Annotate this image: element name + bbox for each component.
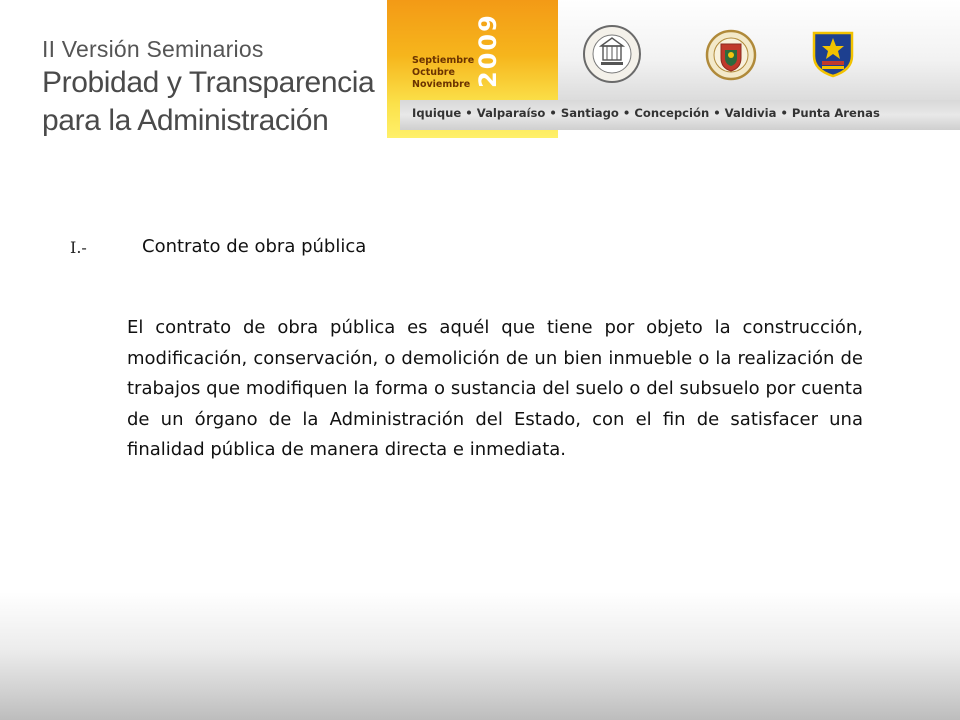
university-shield-icon <box>812 30 854 78</box>
banner-months <box>412 55 474 91</box>
banner-year: 2009 <box>474 13 502 88</box>
body-paragraph: El contrato de obra pública es aquél que tiene por objeto la construcción, modificación, conservación, o demolición de un bien inmueble o la realización de trabajos que modifiquen la forma o sustancia del suelo o del subsuelo por cuenta de un órgano de la Administración del Estado, con el fin de satisfacer una finalidad pública de manera directa e inmediata. <box>127 317 863 460</box>
section-title: Contrato de obra pública <box>142 236 367 257</box>
month-november: Noviembre <box>412 79 471 90</box>
seminar-subtitle: para la Administración <box>42 104 329 137</box>
month-september: Septiembre <box>412 55 475 66</box>
section-number: I.- <box>70 238 87 257</box>
seminar-edition: II Versión Seminarios <box>42 36 264 62</box>
month-october: Octubre <box>412 67 455 78</box>
footer-gradient <box>0 592 960 720</box>
university-seal-icon <box>705 28 757 82</box>
city-list: Iquique • Valparaíso • Santiago • Concepción • Valdivia • Punta Arenas <box>412 106 880 120</box>
seminar-title: Probidad y Transparencia <box>42 66 375 99</box>
contraloria-seal-icon <box>582 24 642 84</box>
